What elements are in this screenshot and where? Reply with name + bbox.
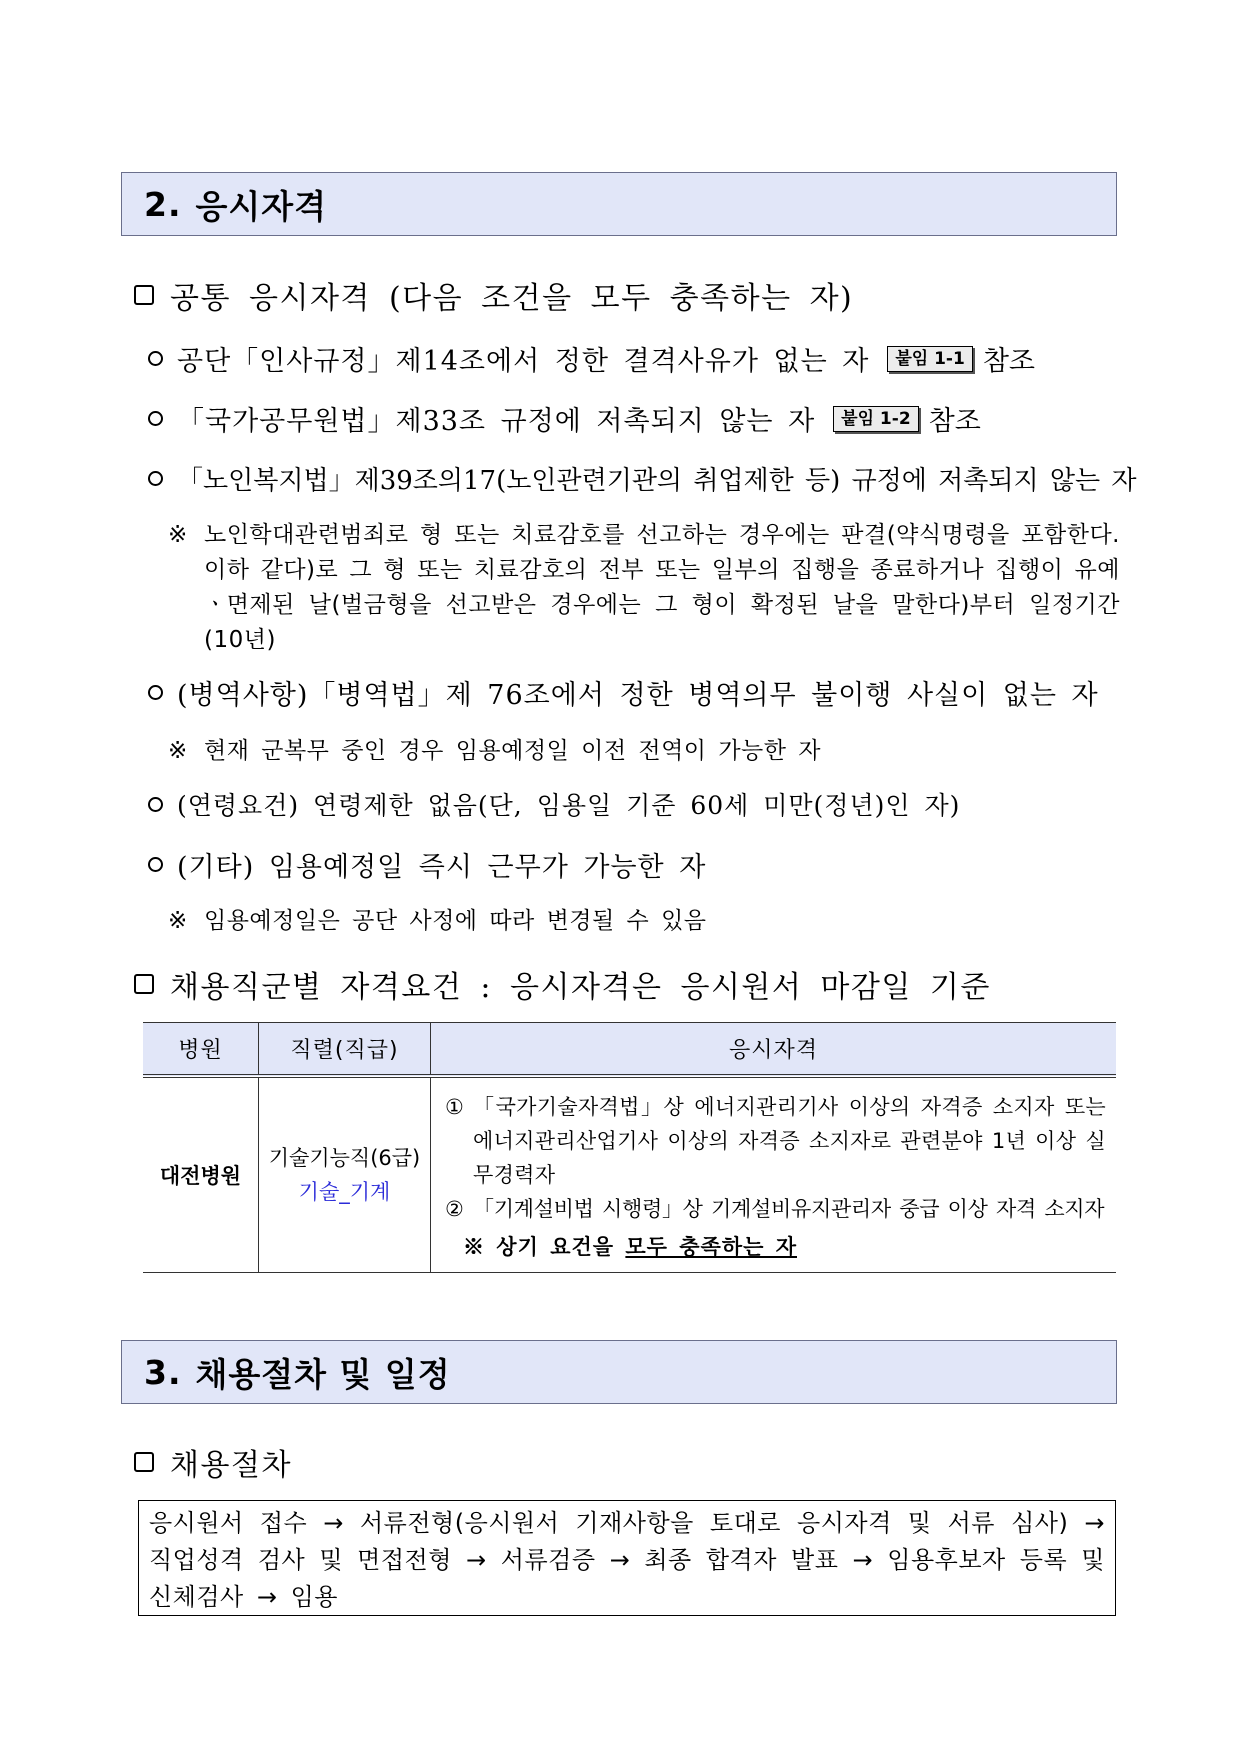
table-header-row xyxy=(143,1023,1116,1077)
position-line: 기술기능직(6급) xyxy=(268,1146,421,1170)
header-qualification: 응시자격 xyxy=(431,1023,1117,1077)
note-text: 임용예정일은 공단 사정에 따라 변경될 수 있음 xyxy=(204,908,707,934)
note-elderly-abuse xyxy=(168,518,1120,658)
heading-text: 채용절차 xyxy=(170,1448,292,1483)
procedure-heading xyxy=(134,1440,292,1484)
table-note xyxy=(445,1230,1106,1264)
circle-bullet-icon xyxy=(148,857,163,872)
note-text: 현재 군복무 중인 경우 임용예정일 이전 전역이 가능한 자 xyxy=(204,738,822,764)
item-text: 「기계설비법 시행령」상 기계설비유지관리자 중급 이상 자격 소지자 xyxy=(473,1197,1105,1221)
item-text: (연령요건) 연령제한 없음(단, 임용일 기준 60세 미만(정년)인 자) xyxy=(177,791,961,820)
item-text: (기타) 임용예정일 즉시 근무가 가능한 자 xyxy=(177,852,707,883)
note-mark: ※ xyxy=(168,908,188,934)
square-bullet-icon xyxy=(134,1452,154,1472)
note-appointment-date xyxy=(168,902,707,935)
item-suffix: 참조 xyxy=(928,406,981,437)
note-underline: 모두 충족하는 자 xyxy=(625,1234,797,1259)
position-subline: 기술_기계 xyxy=(298,1180,391,1204)
square-bullet-icon xyxy=(134,974,154,994)
section-number: 2. xyxy=(144,184,182,224)
qualification-table xyxy=(143,1022,1116,1273)
header-position: 직렬(직급) xyxy=(259,1023,431,1077)
qualification-item-other xyxy=(148,845,706,884)
note-mark: ※ xyxy=(168,738,188,764)
header-hospital: 병원 xyxy=(143,1023,259,1077)
qualification-cell xyxy=(431,1076,1117,1273)
section-title: 채용절차 및 일정 xyxy=(195,1354,451,1394)
qualification-item-military xyxy=(148,673,1099,712)
qualification-item-3 xyxy=(148,460,1137,497)
circle-bullet-icon xyxy=(148,797,163,812)
note-text: 노인학대관련범죄로 형 또는 치료감호를 선고하는 경우에는 판결(약식명령을 포함한다. 이하 같다)로 그 형 또는 치료감호의 전부 또는 일부의 집행을 종료하거나 집행이 유예ㆍ면제된 날(벌금형을 선고받은 경우에는 그 형이 확정된 날을 말한다)부터 일정기간(10년) xyxy=(204,522,1120,653)
item-number: ① xyxy=(445,1095,465,1119)
item-text: 「노인복지법」제39조의17(노인관련기관의 취업제한 등) 규정에 저촉되지 않는 자 xyxy=(177,466,1137,496)
item-text: 「국가공무원법」제33조 규정에 저촉되지 않는 자 xyxy=(177,406,816,437)
item-suffix: 참조 xyxy=(982,346,1035,377)
item-text: (병역사항)「병역법」제 76조에서 정한 병역의무 불이행 사실이 없는 자 xyxy=(177,680,1099,711)
section-number: 3. xyxy=(144,1352,182,1392)
item-number: ② xyxy=(445,1197,465,1221)
position-cell xyxy=(259,1076,431,1273)
procedure-flow-box xyxy=(138,1500,1116,1616)
job-requirement-heading xyxy=(134,962,991,1006)
attachment-tag: 붙임 1-2 xyxy=(833,406,918,432)
common-qualification-heading xyxy=(134,273,853,317)
item-text: 「국가기술자격법」상 에너지관리기사 이상의 자격증 소지자 또는 에너지관리산업기사 이상의 자격증 소지자로 관련분야 1년 이상 실무경력자 xyxy=(473,1095,1106,1187)
qualification-item-1 xyxy=(148,339,1035,378)
note-mark: ※ xyxy=(168,522,188,548)
section-header-2 xyxy=(121,172,1117,236)
qualification-1 xyxy=(445,1090,1106,1192)
qualification-item-2 xyxy=(148,399,981,438)
heading-text: 공통 응시자격 (다음 조건을 모두 충족하는 자) xyxy=(170,281,854,316)
note-military xyxy=(168,732,821,765)
item-text: 공단「인사규정」제14조에서 정한 결격사유가 없는 자 xyxy=(177,346,870,377)
circle-bullet-icon xyxy=(148,685,163,700)
circle-bullet-icon xyxy=(148,471,163,486)
square-bullet-icon xyxy=(134,285,154,305)
procedure-flow-text: 응시원서 접수 → 서류전형(응시원서 기재사항을 토대로 응시자격 및 서류 심사) → 직업성격 검사 및 면접전형 → 서류검증 → 최종 합격자 발표 → 임용후보자 등록 및 신체검사 → 임용 xyxy=(149,1509,1105,1611)
attachment-tag: 붙임 1-1 xyxy=(887,346,972,372)
section-header-3 xyxy=(121,1340,1117,1404)
section-title: 응시자격 xyxy=(195,186,328,226)
note-prefix: ※ 상기 요건을 xyxy=(463,1234,626,1259)
heading-text: 채용직군별 자격요건 : 응시자격은 응시원서 마감일 기준 xyxy=(170,970,991,1005)
circle-bullet-icon xyxy=(148,411,163,426)
qualification-item-age xyxy=(148,786,960,822)
qualification-2 xyxy=(445,1192,1106,1226)
hospital-cell: 대전병원 xyxy=(143,1076,259,1273)
table-row xyxy=(143,1076,1116,1273)
circle-bullet-icon xyxy=(148,351,163,366)
